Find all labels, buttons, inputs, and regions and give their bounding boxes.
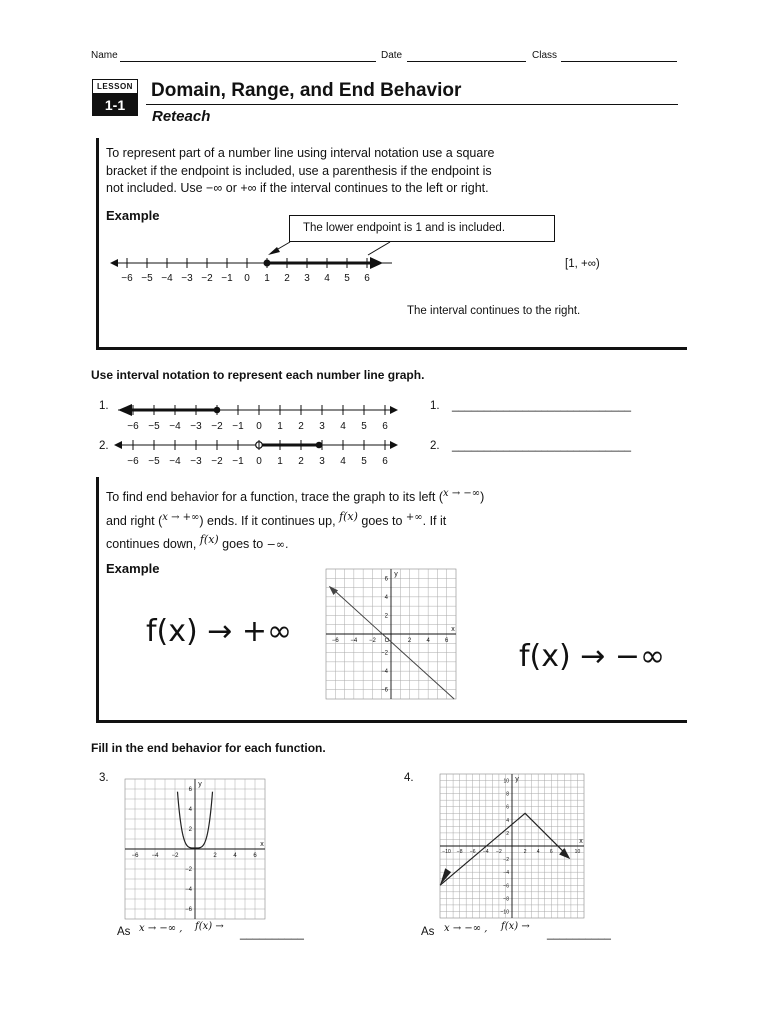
problem3-graph-x-tick: −4 bbox=[151, 853, 159, 859]
lesson-badge bbox=[92, 79, 138, 121]
problem3-graph-y-tick: 2 bbox=[188, 827, 192, 833]
example-number-line-tick-label: −5 bbox=[141, 273, 153, 284]
problem4-graph-x-tick: 10 bbox=[574, 849, 581, 855]
example-number-line bbox=[100, 235, 410, 290]
problem3-blank[interactable]: __________ bbox=[240, 928, 304, 940]
problem4-graph-x-label: x bbox=[579, 838, 583, 845]
box1-text bbox=[106, 145, 494, 198]
example-graph-y-tick: 6 bbox=[384, 576, 388, 583]
example-number-line-tick-label: 4 bbox=[324, 273, 330, 284]
example-number-line-tick-label: −4 bbox=[161, 273, 173, 284]
example-graph-x-tick: 2 bbox=[407, 638, 412, 644]
problem4-fx: f(x) → bbox=[501, 921, 530, 932]
box2-fx-1: f(x) bbox=[339, 510, 358, 523]
example-number-line-tick-label: 2 bbox=[284, 273, 290, 284]
problem1-number-line-tick-label: 3 bbox=[319, 421, 325, 432]
problem4-graph-y-label: y bbox=[515, 776, 519, 783]
problem3-graph-x-tick: 2 bbox=[213, 853, 217, 859]
left-end-behavior: f(x) → +∞ bbox=[146, 614, 293, 649]
problem4-graph-y-tick: 6 bbox=[506, 804, 509, 811]
date-label: Date bbox=[381, 50, 403, 61]
problem1-number-line-tick-label: −1 bbox=[232, 421, 244, 432]
example-graph-origin: O bbox=[384, 638, 390, 644]
box2-line1-math: x → −∞ bbox=[443, 488, 481, 499]
problem4-graph-x-tick: −4 bbox=[482, 849, 489, 855]
problem2-number-line-tick-label: 3 bbox=[319, 456, 325, 467]
box2-line3-text: continues down, bbox=[106, 537, 197, 552]
example-graph-x-tick: −4 bbox=[350, 638, 358, 644]
section1-instruction: Use interval notation to represent each number line graph. bbox=[91, 368, 425, 382]
problem2-label: 2. bbox=[99, 440, 109, 452]
answer2-label: 2. bbox=[430, 440, 440, 452]
problem3-graph-y-tick: 4 bbox=[188, 807, 192, 813]
problem4-graph-x-tick: 6 bbox=[549, 849, 553, 855]
problem4-graph-x-tick: 2 bbox=[523, 849, 527, 855]
problem1-number-line-tick-label: 4 bbox=[340, 421, 346, 432]
problem4-graph-x-tick: −2 bbox=[496, 849, 502, 855]
problem4-graph-y-tick: 8 bbox=[506, 791, 509, 798]
problem1-number-line-tick-label: 5 bbox=[361, 421, 367, 432]
problem3-graph-y-tick: −2 bbox=[185, 867, 192, 873]
lesson-number: 1-1 bbox=[92, 94, 138, 116]
problem4-graph-y-tick: −8 bbox=[503, 896, 509, 903]
problem4-x-math: x → −∞ , bbox=[444, 923, 488, 934]
example-graph-x-label: x bbox=[451, 626, 455, 633]
example-number-line-tick-label: 1 bbox=[264, 273, 270, 284]
callout-text: The lower endpoint is 1 and is included. bbox=[303, 222, 506, 234]
problem2-number-line-tick-label: 5 bbox=[361, 456, 367, 467]
page-subtitle: Reteach bbox=[152, 108, 211, 125]
problem4-graph-y-tick: 2 bbox=[506, 830, 509, 837]
box1-line2: bracket if the endpoint is included, use a parenthesis if the endpoint is bbox=[106, 163, 492, 178]
problem3-graph bbox=[120, 774, 270, 924]
problem2-number-line-tick-label: 0 bbox=[256, 456, 262, 467]
problem3-graph-y-tick: 6 bbox=[188, 787, 192, 793]
example-label-2: Example bbox=[106, 561, 160, 576]
problem4-graph bbox=[434, 768, 590, 924]
box2-line2-text: ) ends. If it continues up, bbox=[199, 514, 336, 529]
name-line[interactable] bbox=[120, 61, 376, 62]
problem2-number-line-tick-label: −2 bbox=[211, 456, 223, 467]
example-graph bbox=[320, 563, 465, 708]
problem1-number-line-tick-label: −5 bbox=[148, 421, 160, 432]
problem4-label: 4. bbox=[404, 772, 414, 784]
problem2-number-line-tick-label: 1 bbox=[277, 456, 283, 467]
problem4-graph-x-tick: −6 bbox=[469, 849, 476, 855]
box2-line3 bbox=[106, 531, 289, 554]
problem1-number-line-tick-label: 6 bbox=[382, 421, 388, 432]
problem1-number-line-tick-label: 1 bbox=[277, 421, 283, 432]
lesson-tag: LESSON bbox=[92, 79, 138, 94]
interval-note: The interval continues to the right. bbox=[407, 305, 581, 317]
problem3-as: As bbox=[117, 926, 131, 938]
class-label: Class bbox=[532, 50, 558, 61]
problem2-number-line-tick-label: −4 bbox=[169, 456, 181, 467]
title-rule bbox=[146, 104, 678, 105]
problem1-number-line-tick-label: −2 bbox=[211, 421, 223, 432]
example-number-line-tick-label: 6 bbox=[364, 273, 370, 284]
example-graph-y-tick: −6 bbox=[381, 687, 388, 694]
example-graph-y-tick: −4 bbox=[381, 669, 388, 676]
interval-answer: [1, +∞) bbox=[565, 258, 600, 270]
problem1-number-line-tick-label: 2 bbox=[298, 421, 304, 432]
problem4-graph-y-tick: −4 bbox=[503, 870, 509, 877]
problem4-as: As bbox=[421, 926, 435, 938]
box2-pos-inf: +∞ bbox=[405, 512, 423, 523]
example-graph-x-tick: 4 bbox=[426, 638, 430, 644]
problem3-graph-y-label: y bbox=[198, 781, 202, 788]
class-line[interactable] bbox=[561, 61, 677, 62]
example-number-line-tick-label: −1 bbox=[221, 273, 233, 284]
problem4-blank[interactable]: __________ bbox=[547, 928, 611, 940]
example-number-line-tick-label: 5 bbox=[344, 273, 350, 284]
problem1-number-line-tick-label: 0 bbox=[256, 421, 262, 432]
date-line[interactable] bbox=[407, 61, 526, 62]
box2-fx-2: f(x) bbox=[199, 533, 219, 546]
answer2-blank[interactable]: ____________________________ bbox=[452, 440, 632, 452]
problem3-graph-x-label: x bbox=[260, 841, 264, 848]
box1-line1: To represent part of a number line using interval notation use a square bbox=[106, 146, 495, 160]
example-number-line-tick-label: −2 bbox=[201, 273, 213, 284]
box2-line2-open: and right ( bbox=[106, 514, 163, 529]
box2-line1-close: ) bbox=[480, 490, 485, 505]
problem4-graph-y-tick: −10 bbox=[500, 909, 509, 916]
problem2-number-line-tick-label: 6 bbox=[382, 456, 388, 467]
box2-line1 bbox=[106, 485, 484, 507]
box2-line2-math: x → +∞ bbox=[162, 512, 200, 523]
problem3-graph-y-tick: −6 bbox=[185, 907, 192, 913]
example-graph-y-label: y bbox=[394, 571, 398, 578]
example-number-line-tick-label: −3 bbox=[181, 273, 193, 284]
problem1-label: 1. bbox=[99, 400, 109, 412]
box2-if-it: . If it bbox=[422, 514, 447, 529]
problem4-graph-x-tick: −10 bbox=[442, 849, 451, 855]
problem2-number-line-tick-label: −6 bbox=[127, 456, 139, 467]
page-title: Domain, Range, and End Behavior bbox=[151, 80, 462, 101]
problem4-graph-y-tick: −6 bbox=[503, 883, 509, 890]
problem3-x-math: x → −∞ , bbox=[139, 923, 183, 934]
answer1-label: 1. bbox=[430, 400, 440, 412]
problem2-number-line-tick-label: −3 bbox=[190, 456, 202, 467]
example-number-line-tick-label: −6 bbox=[121, 273, 133, 284]
problem4-graph-y-tick: −2 bbox=[503, 857, 509, 864]
problem3-graph-x-tick: 4 bbox=[233, 853, 237, 859]
problem1-number-line bbox=[112, 398, 402, 434]
problem1-number-line-tick-label: −4 bbox=[169, 421, 181, 432]
problem2-number-line-tick-label: 4 bbox=[340, 456, 346, 467]
example-number-line-tick-label: 0 bbox=[244, 273, 250, 284]
problem4-graph-y-tick: 10 bbox=[503, 778, 509, 785]
right-end-behavior: f(x) → −∞ bbox=[519, 639, 666, 674]
problem3-graph-x-tick: 6 bbox=[253, 853, 257, 859]
problem1-number-line-tick-label: −3 bbox=[190, 421, 202, 432]
problem3-graph-x-tick: −2 bbox=[171, 853, 179, 859]
box2-goes-to-2: goes to bbox=[222, 537, 264, 552]
box2-neg-inf: −∞. bbox=[266, 538, 289, 552]
section2-instruction: Fill in the end behavior for each function. bbox=[91, 741, 326, 755]
problem3-graph-x-tick: −6 bbox=[131, 853, 139, 859]
problem4-graph-y-tick: 4 bbox=[506, 817, 509, 824]
name-label: Name bbox=[91, 50, 118, 61]
problem3-graph-y-tick: −4 bbox=[185, 887, 192, 893]
example-graph-x-tick: −2 bbox=[369, 638, 376, 644]
answer1-blank[interactable]: ____________________________ bbox=[452, 400, 632, 412]
box2-line2 bbox=[106, 508, 446, 531]
problem2-number-line-tick-label: −5 bbox=[148, 456, 160, 467]
problem2-number-line-tick-label: −1 bbox=[232, 456, 244, 467]
example-graph-x-tick: −6 bbox=[331, 638, 339, 644]
box2-goes-to-1: goes to bbox=[361, 514, 403, 529]
box2-line1-text: To find end behavior for a function, trace the graph to its left ( bbox=[106, 490, 443, 505]
example-graph-x-tick: 6 bbox=[445, 638, 449, 644]
example-graph-y-tick: 4 bbox=[384, 594, 388, 601]
example-label-1: Example bbox=[106, 208, 160, 223]
example-graph-y-tick: 2 bbox=[384, 613, 388, 620]
problem2-number-line bbox=[112, 433, 402, 469]
problem1-number-line-tick-label: −6 bbox=[127, 421, 139, 432]
problem3-label: 3. bbox=[99, 772, 109, 784]
problem2-number-line-tick-label: 2 bbox=[298, 456, 304, 467]
problem3-fx: f(x) → bbox=[195, 921, 224, 932]
example-graph-y-tick: −2 bbox=[381, 650, 388, 657]
example-number-line-tick-label: 3 bbox=[304, 273, 310, 284]
problem4-graph-x-tick: −8 bbox=[456, 849, 463, 855]
box1-line3: not included. Use −∞ or +∞ if the interval continues to the left or right. bbox=[106, 181, 489, 195]
problem4-graph-x-tick: 4 bbox=[536, 849, 540, 855]
